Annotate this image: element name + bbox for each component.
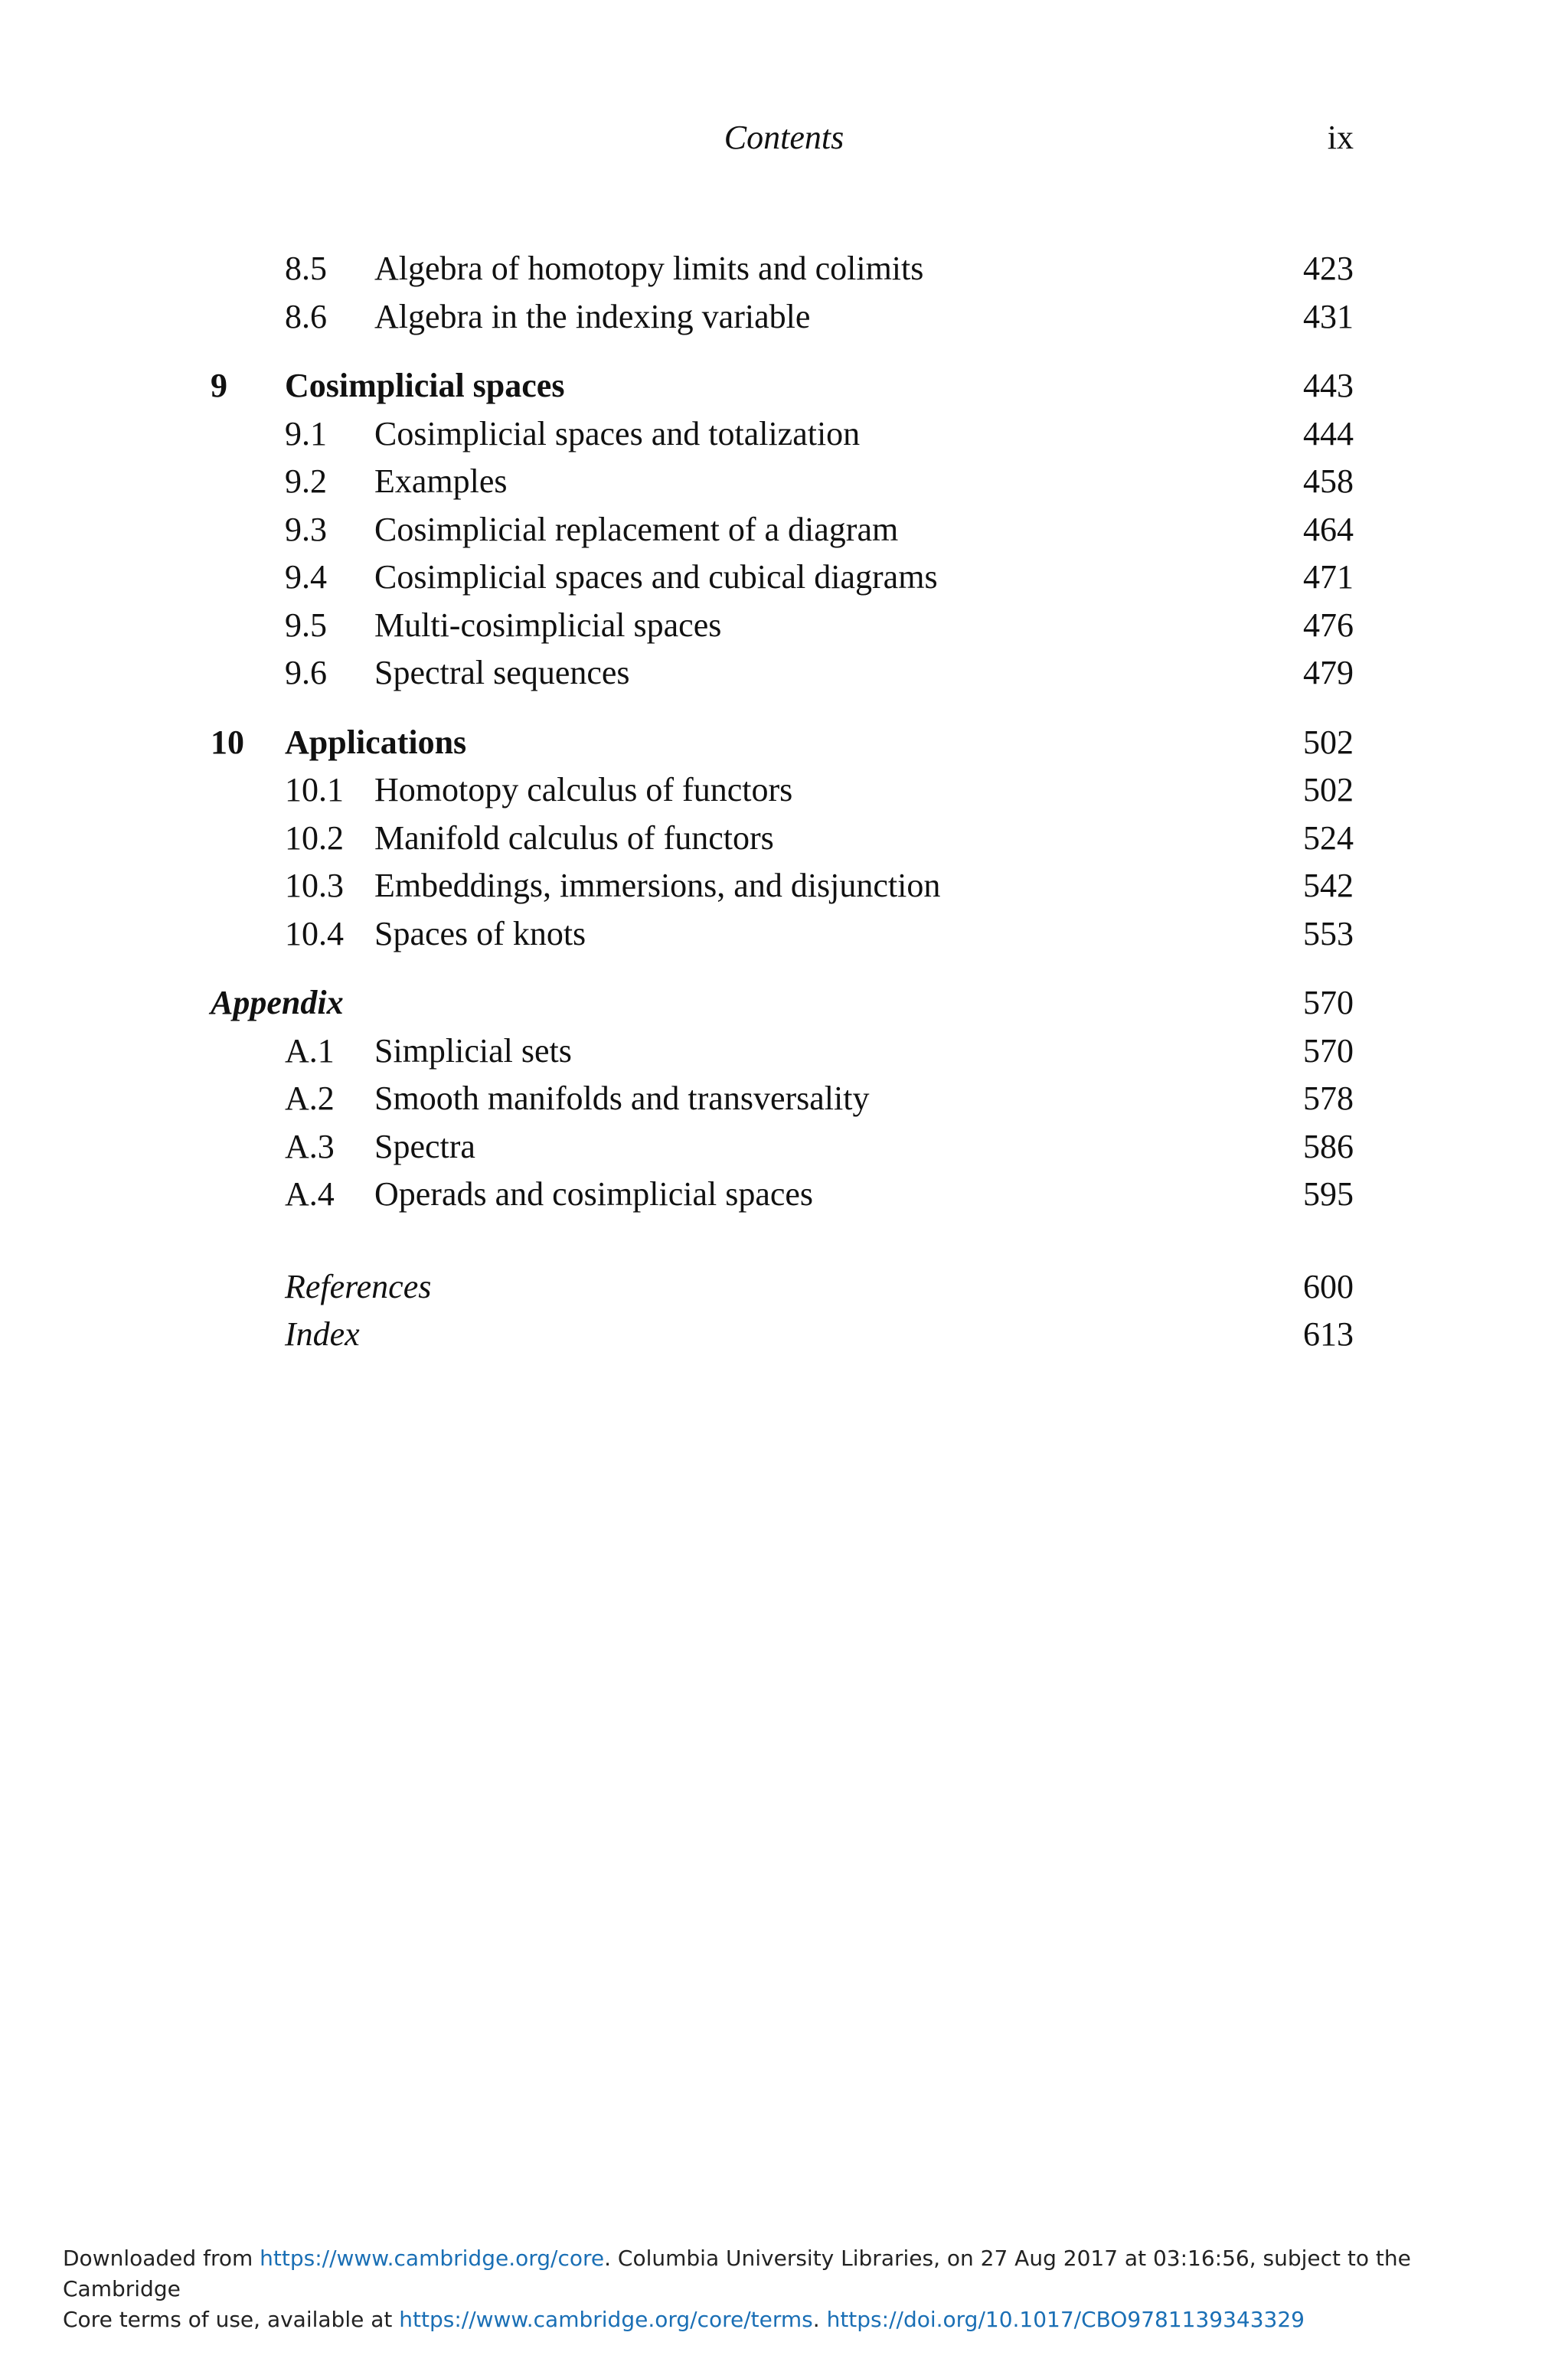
toc-entry-10-2 (0, 815, 1568, 863)
toc-entry-9-6 (0, 649, 1568, 697)
toc-chapter-9 (0, 362, 1568, 410)
section-title: Examples (374, 462, 508, 500)
section-title: Embeddings, immersions, and disjunction (374, 867, 941, 904)
section-page: 444 (1303, 414, 1354, 452)
toc-entry-a-2 (0, 1075, 1568, 1123)
toc-entry-10-4 (0, 910, 1568, 959)
section-page: 570 (1303, 1031, 1354, 1070)
section-number: 9.2 (285, 462, 327, 500)
toc-entry-a-3 (0, 1123, 1568, 1171)
toc-entry-8-6 (0, 293, 1568, 341)
page-header (0, 115, 1568, 161)
notice-text: Core terms of use, available at (63, 2307, 400, 2332)
index-page: 613 (1303, 1315, 1354, 1353)
section-page: 471 (1303, 558, 1354, 596)
section-page: 476 (1303, 606, 1354, 644)
section-page: 578 (1303, 1080, 1354, 1117)
notice-separator: . (812, 2307, 827, 2332)
section-title: Spaces of knots (374, 914, 586, 952)
index-title: Index (285, 1315, 360, 1353)
toc-entry-9-3 (0, 506, 1568, 554)
chapter-number: 10 (211, 723, 244, 761)
section-number: A.3 (285, 1127, 335, 1165)
toc-entry-9-1 (0, 410, 1568, 459)
toc-entry-9-4 (0, 554, 1568, 602)
toc-appendix (0, 979, 1568, 1027)
section-title: Smooth manifolds and transversality (374, 1080, 870, 1117)
section-page: 502 (1303, 771, 1354, 808)
terms-link[interactable]: https://www.cambridge.org/core/terms (399, 2307, 813, 2332)
section-title: Multi-cosimplicial spaces (374, 606, 722, 644)
toc-entry-a-1 (0, 1027, 1568, 1076)
section-title: Cosimplicial spaces and totalization (374, 414, 861, 452)
section-number: 10.1 (285, 771, 344, 808)
appendix-page: 570 (1303, 984, 1354, 1021)
toc-entry-8-5 (0, 245, 1568, 293)
notice-text: Downloaded from (63, 2246, 260, 2271)
section-page: 586 (1303, 1127, 1354, 1165)
table-of-contents (0, 245, 1568, 1359)
section-number: 9.3 (285, 510, 327, 548)
download-notice-line-1 (63, 2243, 1517, 2305)
section-page: 524 (1303, 818, 1354, 857)
toc-index (0, 1311, 1568, 1359)
section-title: Simplicial sets (374, 1031, 572, 1070)
section-number: 9.4 (285, 558, 327, 596)
chapter-page: 443 (1303, 367, 1354, 404)
section-page: 542 (1303, 867, 1354, 904)
chapter-page: 502 (1303, 723, 1354, 761)
section-title: Operads and cosimplicial spaces (374, 1175, 814, 1213)
section-title: Manifold calculus of functors (374, 818, 774, 857)
download-notice (63, 2243, 1517, 2335)
section-title: Homotopy calculus of functors (374, 771, 793, 808)
references-page: 600 (1303, 1267, 1354, 1305)
notice-text: . Columbia University Libraries, on 27 Aug 2017 at 03:16:56, subject to the Cambridge (63, 2246, 1411, 2301)
section-number: 9.1 (285, 414, 327, 452)
toc-entry-9-5 (0, 602, 1568, 650)
section-title: Spectral sequences (374, 654, 630, 691)
toc-entry-10-1 (0, 766, 1568, 815)
page-number: ix (1327, 119, 1354, 156)
toc-chapter-10 (0, 719, 1568, 767)
section-page: 595 (1303, 1175, 1354, 1213)
section-number: A.2 (285, 1080, 335, 1117)
section-number: 10.2 (285, 818, 344, 857)
doi-link[interactable]: https://doi.org/10.1017/CBO9781139343329 (826, 2307, 1305, 2332)
section-page: 431 (1303, 297, 1354, 335)
section-page: 479 (1303, 654, 1354, 691)
download-notice-line-2 (63, 2305, 1517, 2335)
chapter-title: Cosimplicial spaces (285, 367, 565, 404)
references-title: References (285, 1267, 432, 1305)
section-number: 9.6 (285, 654, 327, 691)
section-page: 423 (1303, 250, 1354, 287)
appendix-title: Appendix (211, 984, 344, 1021)
toc-entry-9-2 (0, 458, 1568, 506)
section-title: Algebra in the indexing variable (374, 297, 811, 335)
chapter-title: Applications (285, 723, 467, 761)
section-page: 553 (1303, 914, 1354, 952)
section-title: Spectra (374, 1127, 475, 1165)
toc-entry-a-4 (0, 1171, 1568, 1219)
section-number: A.4 (285, 1175, 335, 1213)
section-number: 8.5 (285, 250, 327, 287)
section-title: Cosimplicial spaces and cubical diagrams (374, 558, 938, 596)
section-title: Algebra of homotopy limits and colimits (374, 250, 924, 287)
chapter-number: 9 (211, 367, 227, 404)
section-number: 9.5 (285, 606, 327, 644)
section-page: 464 (1303, 510, 1354, 548)
section-number: A.1 (285, 1031, 335, 1070)
cambridge-core-link[interactable]: https://www.cambridge.org/core (260, 2246, 605, 2271)
section-number: 8.6 (285, 297, 327, 335)
toc-references (0, 1263, 1568, 1312)
toc-entry-10-3 (0, 862, 1568, 910)
section-title: Cosimplicial replacement of a diagram (374, 510, 899, 548)
section-number: 10.4 (285, 914, 344, 952)
running-title: Contents (724, 119, 844, 156)
section-page: 458 (1303, 462, 1354, 500)
section-number: 10.3 (285, 867, 344, 904)
